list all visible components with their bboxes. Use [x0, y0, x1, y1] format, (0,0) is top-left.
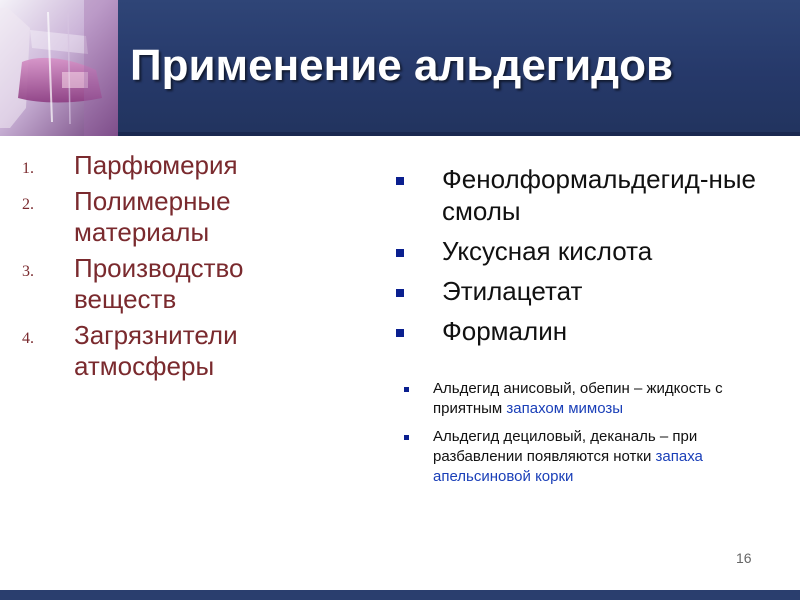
note-body: Альдегид анисовый, обепин – жидкость с приятным: [433, 380, 723, 417]
small-square-bullet-icon: [404, 435, 409, 440]
list-number: 4.: [22, 330, 34, 347]
note-text: [433, 427, 784, 487]
list-item: [392, 275, 772, 307]
list-item-text: Полимерные материалы: [74, 186, 231, 247]
list-item-text: Парфюмерия: [74, 150, 238, 180]
small-square-bullet-icon: [404, 387, 409, 392]
note-body: Альдегид дециловый, деканаль – при разбавлении появляются нотки: [433, 428, 698, 465]
footer-bar: [0, 590, 800, 600]
list-item-text: Формалин: [442, 316, 568, 346]
left-numbered-list: [22, 150, 322, 387]
list-number: 1.: [22, 160, 34, 177]
list-item: [392, 235, 772, 267]
right-bullet-list: [392, 163, 772, 355]
list-item-text: Уксусная кислота: [442, 236, 653, 266]
list-item: [22, 253, 322, 315]
note-text: [433, 379, 784, 419]
page-title: Применение альдегидов: [130, 41, 674, 90]
header-divider: [0, 132, 800, 136]
square-bullet-icon: [396, 249, 404, 257]
square-bullet-icon: [396, 289, 404, 297]
list-item-text: Загрязнители атмосферы: [74, 320, 238, 381]
note-link[interactable]: запаха апельсиновой корки: [433, 448, 703, 485]
page-number: 16: [736, 550, 752, 566]
list-item: [22, 150, 322, 181]
note-link[interactable]: запахом мимозы: [506, 400, 624, 417]
list-item: [22, 186, 322, 248]
list-item: [22, 320, 322, 382]
list-item-text: Этилацетат: [442, 276, 583, 306]
note-item: [404, 427, 784, 487]
list-item: [392, 315, 772, 347]
list-number: 3.: [22, 263, 34, 280]
list-item: [392, 163, 772, 227]
note-item: [404, 379, 784, 419]
laboratory-flask-image: [0, 0, 118, 136]
list-item-text: Производство веществ: [74, 253, 244, 314]
square-bullet-icon: [396, 177, 404, 185]
list-number: 2.: [22, 196, 34, 213]
notes-list: [404, 379, 784, 495]
square-bullet-icon: [396, 329, 404, 337]
list-item-text: Фенолформальдегид-ные смолы: [442, 164, 756, 226]
